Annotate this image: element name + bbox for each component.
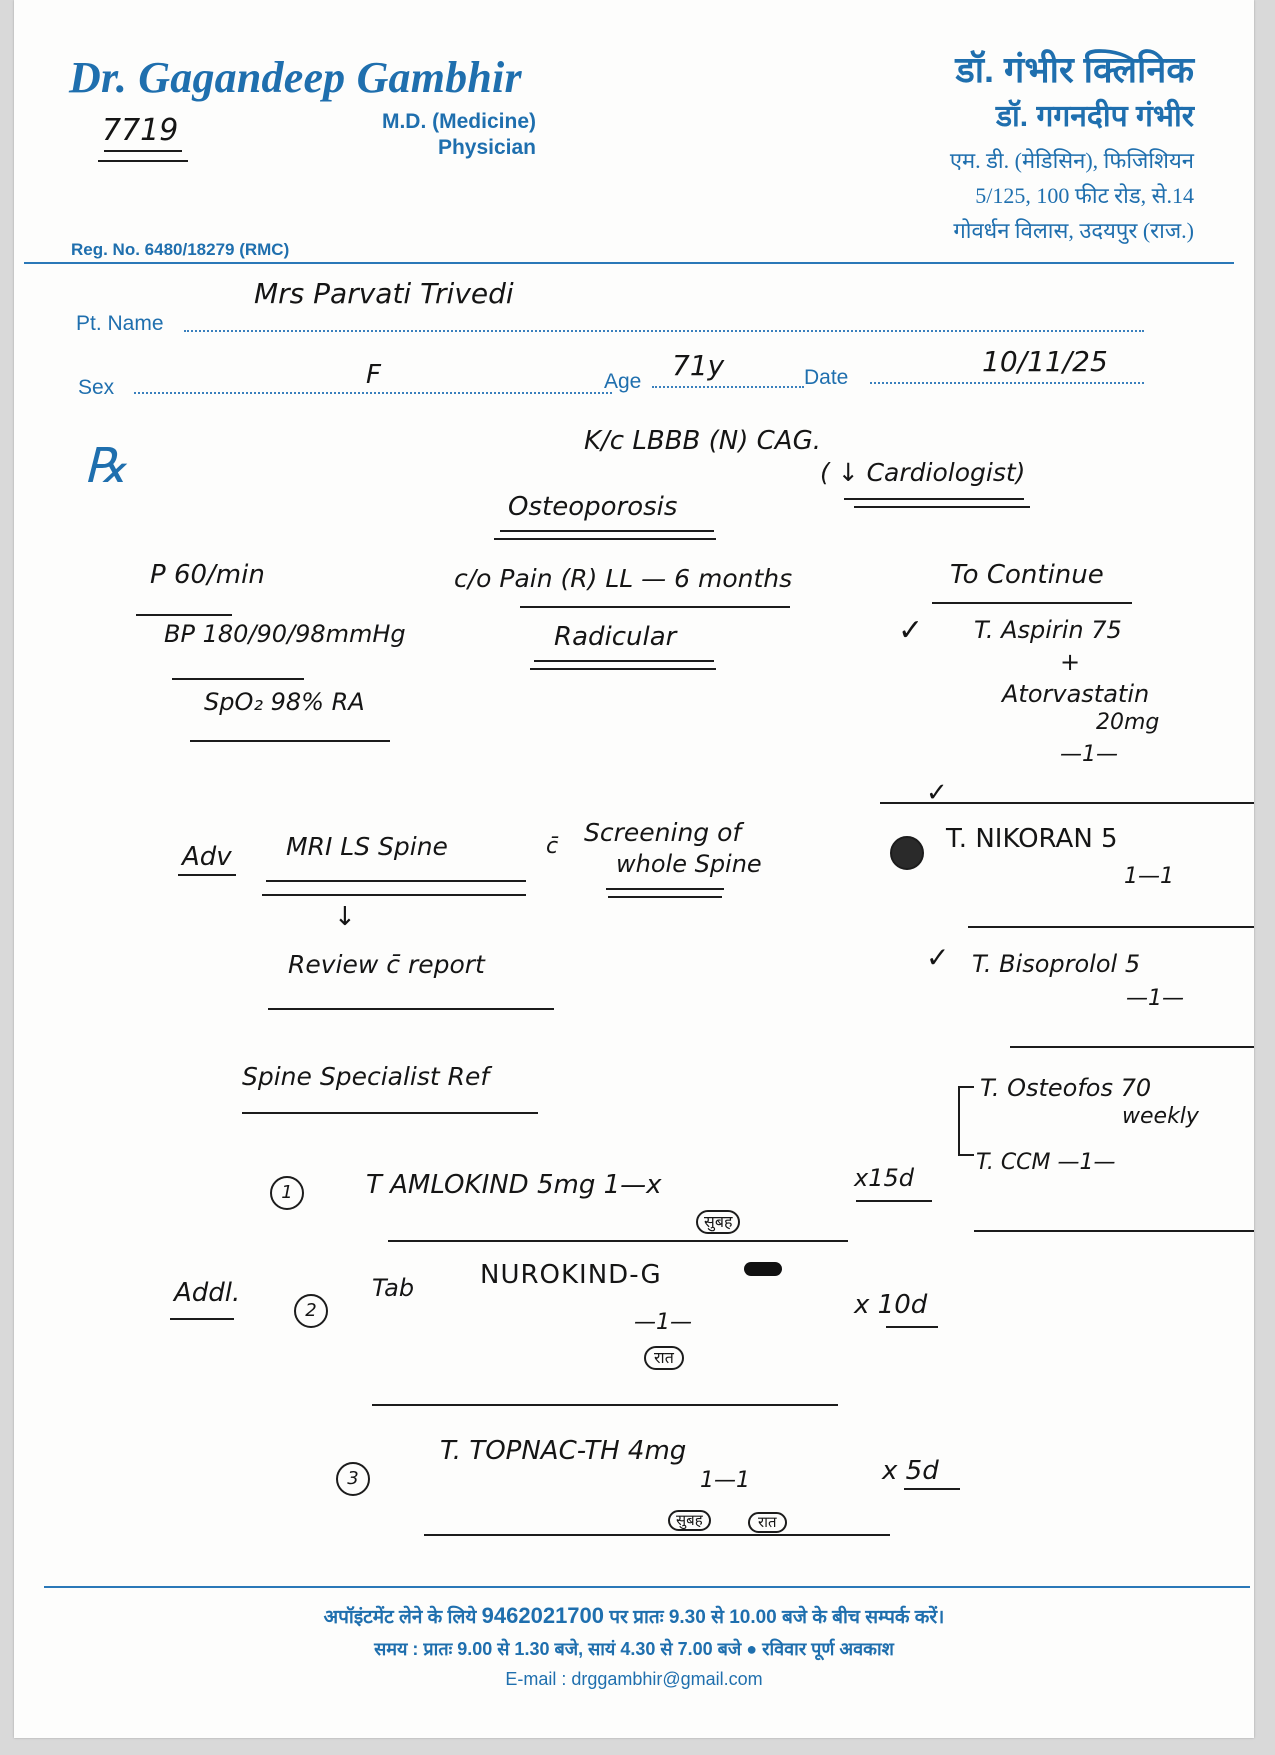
advice-spine-ref: Spine Specialist Ref xyxy=(242,1062,490,1091)
clinic-name-hindi: डॉ. गंभीर क्लिनिक xyxy=(955,49,1194,90)
med1-note: सुबह xyxy=(696,1210,740,1234)
footer-appointment-prefix: अपॉइंटमेंट लेने के लिये xyxy=(323,1607,477,1628)
advice-review: Review c̄ report xyxy=(288,950,485,979)
bracket-icon xyxy=(958,1086,974,1156)
file-number: 7719 xyxy=(102,113,179,148)
med-osteofos-weekly: weekly xyxy=(1122,1104,1199,1129)
med-aspirin: T. Aspirin 75 xyxy=(974,616,1122,644)
advice-mri: MRI LS Spine xyxy=(286,832,448,861)
med2-duration-underline xyxy=(886,1326,938,1328)
footer-timings: समय : प्रातः 9.00 से 1.30 बजे, सायं 4.30 से 7.00 बजे ● रविवार पूर्ण अवकाश xyxy=(374,1639,894,1659)
ink-smudge xyxy=(744,1262,782,1276)
med3-dose: 1—1 xyxy=(700,1468,750,1493)
vitals-bp: BP 180/90/98mmHg xyxy=(164,620,406,648)
prescription-page xyxy=(14,0,1254,1738)
med1-name: T AMLOKIND 5mg 1—x xyxy=(366,1170,662,1200)
footer-appointment-suffix: पर प्रातः 9.30 से 10.00 बजे के बीच सम्पर्क करें। xyxy=(609,1607,945,1628)
advice-screening: Screening of xyxy=(584,818,742,847)
mri-underline xyxy=(266,880,526,882)
med2-note: रात xyxy=(644,1346,684,1370)
med3-number: 3 xyxy=(336,1462,370,1496)
osteoporosis-underline2 xyxy=(494,538,716,540)
med2-number: 2 xyxy=(294,1294,328,1328)
spo2-underline xyxy=(190,740,390,742)
med-aspirin-plus: + xyxy=(1060,648,1081,676)
cardiologist-underline xyxy=(844,498,1024,500)
tick-nikoran: ✓ xyxy=(926,778,948,808)
med-nikoran: T. NIKORAN 5 xyxy=(946,824,1118,854)
clinic-address-line1: 5/125, 100 फीट रोड, से.14 xyxy=(975,183,1194,208)
cross-circle-icon xyxy=(890,836,924,870)
tick-bisoprolol: ✓ xyxy=(926,941,950,974)
file-number-underline xyxy=(104,150,182,152)
clinic-address-line2: गोवर्धन विलास, उदयपुर (राज.) xyxy=(953,218,1194,243)
divider-right-4 xyxy=(974,1230,1254,1232)
med-atorvastatin-schedule: —1— xyxy=(1060,742,1118,767)
med3-name: T. TOPNAC-TH 4mg xyxy=(440,1436,687,1466)
pt-name-value: Mrs Parvati Trivedi xyxy=(254,277,514,310)
med-nikoran-dose: 1—1 xyxy=(1124,864,1174,889)
med-bisoprolol: T. Bisoprolol 5 xyxy=(972,950,1141,978)
complaint: c/o Pain (R) LL — 6 months xyxy=(454,564,793,593)
med1-duration: x15d xyxy=(854,1164,914,1192)
radicular-underline xyxy=(534,660,714,662)
med2-duration: x 10d xyxy=(854,1290,928,1320)
cardiologist-underline2 xyxy=(854,506,1030,508)
file-number-underline2 xyxy=(98,160,188,162)
med-ccm: T. CCM —1— xyxy=(976,1150,1116,1175)
med-osteofos: T. Osteofos 70 xyxy=(980,1074,1152,1102)
radicular-underline2 xyxy=(530,668,716,670)
complaint-underline xyxy=(520,606,790,608)
doctor-title: Physician xyxy=(437,136,536,159)
pt-name-line xyxy=(184,330,1144,332)
date-value: 10/11/25 xyxy=(982,345,1108,378)
med3-duration-underline xyxy=(904,1488,960,1490)
doctor-degree: M.D. (Medicine) xyxy=(381,110,536,133)
divider-right-3 xyxy=(1010,1046,1254,1048)
med2-dose: —1— xyxy=(634,1310,692,1335)
pulse-underline xyxy=(136,614,232,616)
whole-spine-underline xyxy=(606,888,724,890)
bp-underline xyxy=(172,678,304,680)
med1-underline xyxy=(388,1240,848,1242)
pt-name-label: Pt. Name xyxy=(76,312,164,335)
med-atorvastatin: Atorvastatin xyxy=(1002,680,1150,708)
note-cardiologist: ( ↓ Cardiologist) xyxy=(820,458,1026,487)
advice-label: Adv xyxy=(182,842,232,872)
sex-line xyxy=(134,392,612,394)
note-osteoporosis: Osteoporosis xyxy=(508,492,678,522)
med1-number: 1 xyxy=(270,1176,304,1210)
doctor-degree-hindi: एम. डी. (मेडिसिन), फिजिशियन xyxy=(949,148,1194,173)
sex-value: F xyxy=(366,360,381,390)
med2-underline xyxy=(372,1404,838,1406)
to-continue: To Continue xyxy=(950,560,1104,590)
med2-name: NUROKIND-G xyxy=(480,1260,662,1290)
advice-mri-with: c̄ xyxy=(546,834,559,859)
med-bisoprolol-dose: —1— xyxy=(1126,986,1184,1011)
age-label: Age xyxy=(604,370,642,393)
sex-label: Sex xyxy=(78,376,115,399)
to-continue-underline xyxy=(932,602,1132,604)
vitals-pulse: P 60/min xyxy=(150,560,265,590)
registration-number: Reg. No. 6480/18279 (RMC) xyxy=(71,240,290,259)
advice-whole-spine: whole Spine xyxy=(616,850,762,878)
advice-arrow: ↓ xyxy=(334,902,356,932)
doctor-name-hindi: डॉ. गगनदीप गंभीर xyxy=(995,100,1194,133)
med2-prefix: Tab xyxy=(372,1274,415,1302)
addl-underline xyxy=(170,1318,234,1320)
footer-phone[interactable]: 9462021700 xyxy=(481,1603,605,1628)
note-kc-lbbb: K/c LBBB (N) CAG. xyxy=(584,426,821,456)
med3-underline xyxy=(424,1534,890,1536)
footer-divider xyxy=(44,1586,1250,1588)
date-label: Date xyxy=(804,366,849,389)
header-divider xyxy=(24,262,1234,264)
doctor-name: Dr. Gagandeep Gambhir xyxy=(69,53,522,102)
spine-ref-underline xyxy=(242,1112,538,1114)
divider-right-2 xyxy=(968,926,1254,928)
advice-underline xyxy=(178,874,236,876)
med1-duration-underline xyxy=(856,1200,932,1202)
date-line xyxy=(870,382,1144,384)
med-atorvastatin-dose: 20mg xyxy=(1096,710,1160,735)
footer-email[interactable]: E-mail : drggambhir@gmail.com xyxy=(505,1669,763,1689)
age-value: 71y xyxy=(672,349,725,382)
tick-aspirin: ✓ xyxy=(898,613,924,648)
osteoporosis-underline xyxy=(500,530,714,532)
complaint-radicular: Radicular xyxy=(554,622,677,652)
age-line xyxy=(652,386,804,388)
addl-label: Addl. xyxy=(174,1278,241,1308)
med3-note-night: रात xyxy=(748,1512,787,1533)
review-underline xyxy=(268,1008,554,1010)
mri-underline2 xyxy=(262,894,526,896)
whole-spine-underline2 xyxy=(608,896,722,898)
med3-duration: x 5d xyxy=(882,1456,939,1486)
vitals-spo2: SpO₂ 98% RA xyxy=(204,688,365,716)
footer-appointment xyxy=(14,1603,1254,1629)
med3-note-morning: सुबह xyxy=(668,1510,711,1531)
rx-symbol: ℞ xyxy=(84,440,128,493)
